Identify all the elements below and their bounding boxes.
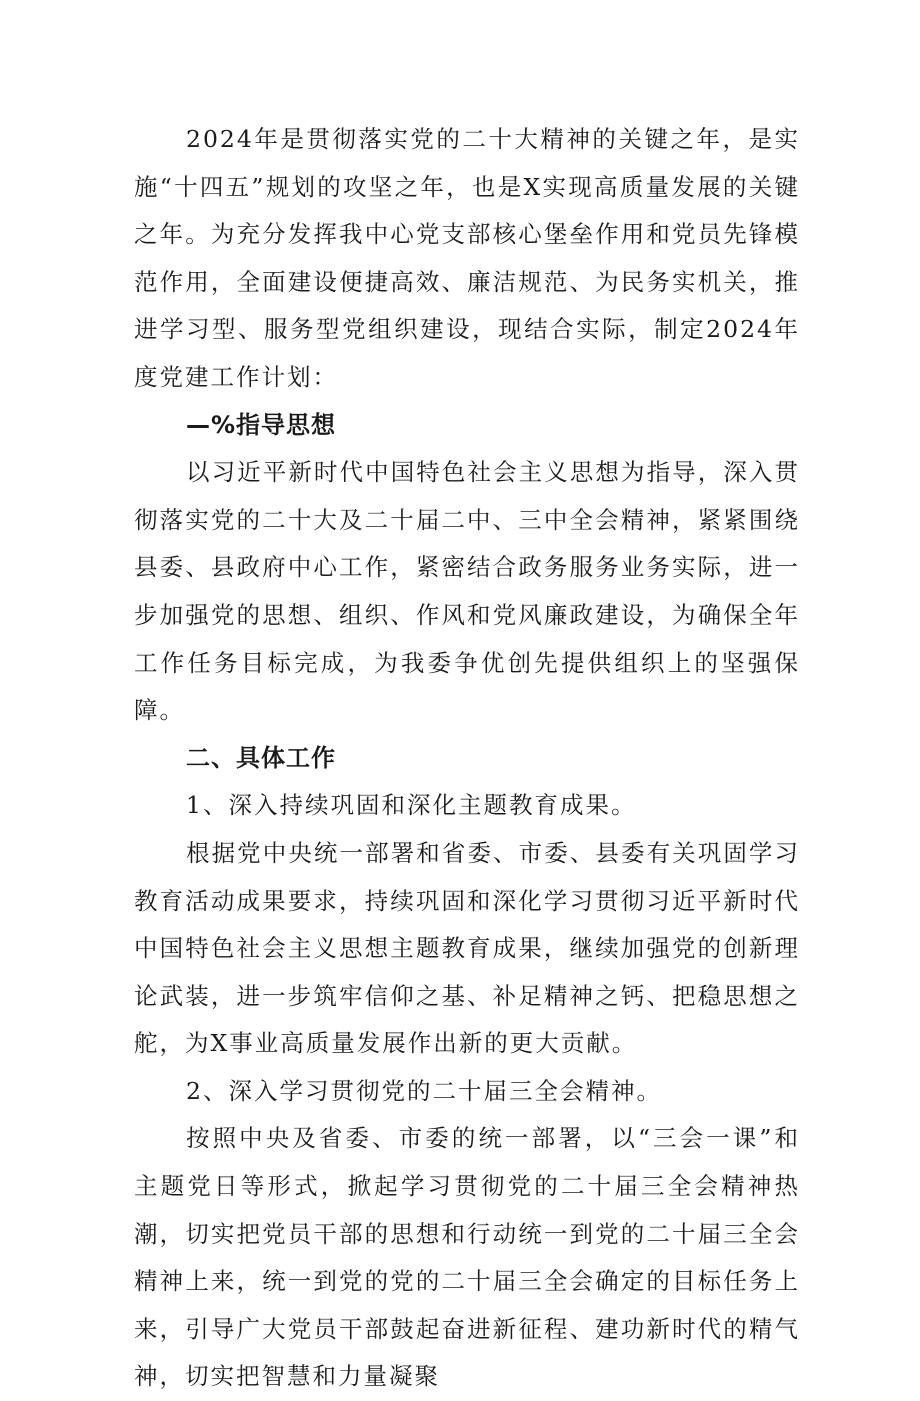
intro-paragraph: 2024年是贯彻落实党的二十大精神的关键之年，是实施“十四五”规划的攻坚之年，也是X实现高质量发展的关键之年。为充分发挥我中心党支部核心堡垒作用和党员先锋模范作用，全面建设便捷高效、廉洁规范、为民务实机关，推进学习型、服务型党组织建设，现结合实际，制定2024年度党建工作计划： [134,125,800,391]
work-item-1-body: 根据党中央统一部署和省委、市委、县委有关巩固学习教育活动成果要求，持续巩固和深化学习贯彻习近平新时代中国特色社会主义思想主题教育成果，继续加强党的创新理论武装，进一步筑牢信仰之基、补足精神之钙、把稳思想之舵，为X事业高质量发展作出新的更大贡献。 [134,838,800,1058]
section-heading-specific-work: 二、具体工作 [186,743,336,772]
section-heading-guiding-thought: —%指导思想 [186,410,337,439]
work-item-2-body: 按照中央及省委、市委的统一部署，以“三会一课”和主题党日等形式，掀起学习贯彻党的二十届三全会精神热潮，切实把党员干部的思想和行动统一到党的二十届三全会精神上来，统一到党的党的二十届三全会确定的目标任务上来，引导广大党员干部鼓起奋进新征程、建功新时代的精气神，切实把智慧和力量凝聚 [134,1124,800,1391]
work-item-2-title: 2、深入学习贯彻党的二十届三全会精神。 [186,1076,662,1105]
work-item-1-title: 1、深入持续巩固和深化主题教育成果。 [186,791,637,820]
guiding-thought-paragraph: 以习近平新时代中国特色社会主义思想为指导，深入贯彻落实党的二十大及二十届二中、三中全会精神，紧紧围绕县委、县政府中心工作，紧密结合政务服务业务实际，进一步加强党的思想、组织、作风和党风廉政建设，为确保全年工作任务目标完成，为我委争优创先提供组织上的坚强保障。 [134,458,800,725]
document-body [134,116,800,1401]
